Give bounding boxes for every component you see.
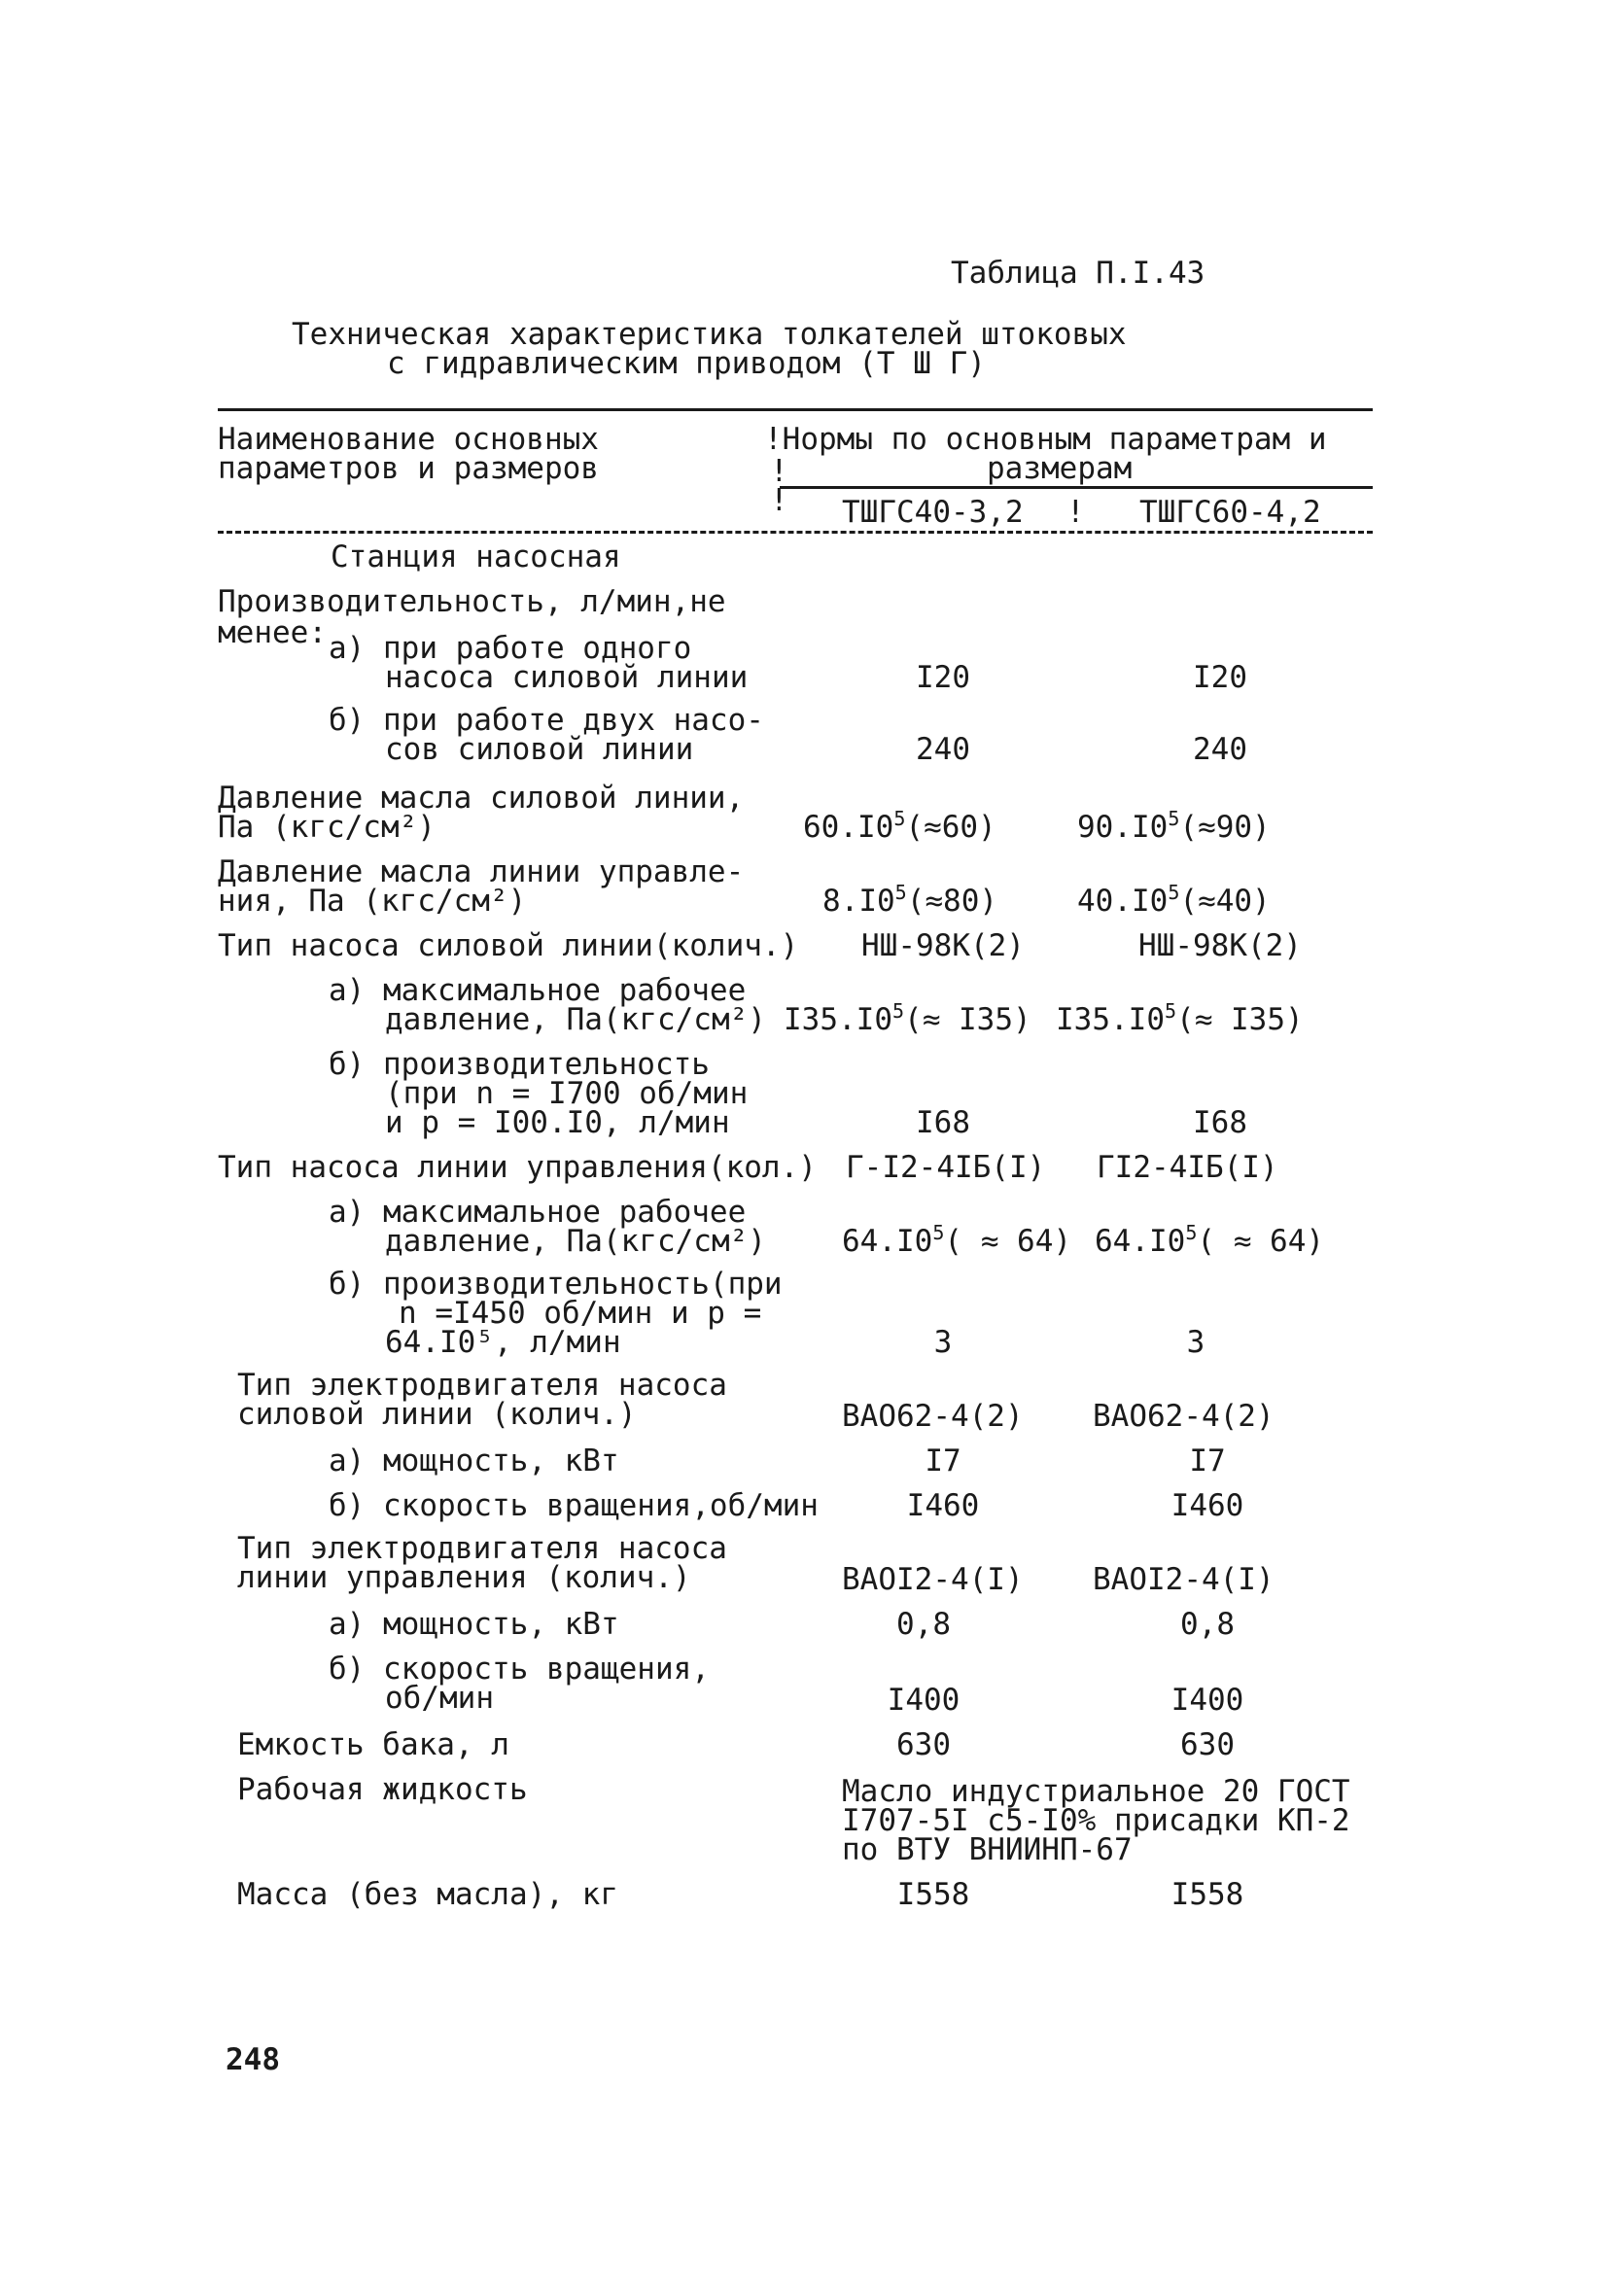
cell-value-col2: ВАОI2-4(I): [1093, 1562, 1275, 1597]
cell-value-col2: 630: [1180, 1727, 1235, 1762]
cell-value-col1: НШ-98К(2): [861, 928, 1025, 963]
row-label: линии управления (колич.): [237, 1560, 691, 1595]
row-label: Давление масла линии управле-: [218, 854, 745, 889]
row-label: Па (кгс/см²): [218, 810, 436, 845]
row-sublabel: давление, Па(кгс/см²): [385, 1224, 766, 1259]
cell-value-col2: $64.I0^5( \approx 64)$: [1095, 1221, 1325, 1259]
header-separator-mark: !: [770, 454, 788, 489]
cell-value-col2: I460: [1170, 1488, 1244, 1523]
cell-value-col1: I558: [896, 1877, 970, 1912]
row-sublabel: сов силовой линии: [385, 732, 694, 767]
row-label: Тип насоса линии управления(кол.): [218, 1150, 817, 1185]
table-top-rule: [218, 408, 1373, 411]
row-sublabel: об/мин: [385, 1681, 494, 1716]
cell-value-col2: НШ-98К(2): [1138, 928, 1302, 963]
row-label: Рабочая жидкость: [237, 1772, 528, 1807]
cell-value-col1: 3: [933, 1325, 953, 1360]
cell-value-col2: I7: [1189, 1444, 1226, 1478]
row-sublabel: 64.I0⁵, л/мин: [385, 1325, 621, 1360]
table-title-line2: с гидравлическим приводом (Т Ш Г): [387, 346, 986, 381]
header-col2: ТШГС60-4,2: [1139, 495, 1321, 530]
cell-value-col2: 3: [1186, 1325, 1205, 1360]
cell-value-col1: 240: [916, 732, 970, 767]
fluid-spec-line3: по ВТУ ВНИИНП-67: [842, 1832, 1133, 1867]
header-dashed-rule: [218, 531, 1373, 534]
cell-value-col2: I558: [1170, 1877, 1244, 1912]
table-number: Таблица П.I.43: [951, 256, 1205, 291]
table-title-line1: Техническая характеристика толкателей штоковых: [292, 317, 1127, 352]
header-subrule: [780, 486, 1373, 489]
header-separator-mark: !: [770, 483, 788, 518]
cell-value-col2: $I35.I0^5(\approx I35)$: [1056, 999, 1304, 1037]
fluid-spec-line2: I707-5I с5-I0% присадки КП-2: [842, 1803, 1350, 1838]
cell-value-col1: 630: [896, 1727, 951, 1762]
cell-value-col2: I400: [1170, 1683, 1244, 1718]
row-label: Тип электродвигателя насоса: [237, 1531, 727, 1566]
row-sublabel: n =I450 об/мин и p =: [399, 1296, 762, 1331]
row-sublabel: (при n = I700 об/мин: [385, 1076, 749, 1111]
row-label: Тип электродвигателя насоса: [237, 1368, 727, 1403]
cell-value-col1: 0,8: [896, 1607, 951, 1642]
header-col1: ТШГС40-3,2: [842, 495, 1024, 530]
header-param-line1: Наименование основных: [218, 422, 599, 457]
cell-value-col1: $8.I0^5(\approx 80)$: [822, 881, 998, 919]
cell-value-col2: ВАО62-4(2): [1093, 1399, 1275, 1434]
cell-value-col2: 0,8: [1180, 1607, 1235, 1642]
row-sublabel: и p = I00.I0, л/мин: [385, 1105, 730, 1140]
row-sublabel: б) производительность: [329, 1047, 710, 1082]
header-col-separator: !: [1066, 495, 1085, 530]
cell-value-col1: I400: [887, 1683, 961, 1718]
row-sublabel: б) скорость вращения,: [329, 1652, 710, 1687]
cell-value-col2: I20: [1193, 660, 1247, 695]
cell-value-col1: I460: [906, 1488, 980, 1523]
cell-value-col1: ВАО62-4(2): [842, 1399, 1024, 1434]
cell-value-col2: $90.I0^5(\approx 90)$: [1077, 807, 1271, 845]
row-label: Масса (без масла), кг: [237, 1877, 618, 1912]
section-title: Станция насосная: [331, 539, 621, 574]
cell-value-col1: $I35.I0^5(\approx I35)$: [784, 999, 1031, 1037]
cell-value-col1: I68: [916, 1105, 970, 1140]
cell-value-col2: I68: [1193, 1105, 1247, 1140]
row-label: Давление масла силовой линии,: [218, 781, 745, 816]
cell-value-col2: 240: [1193, 732, 1247, 767]
row-sublabel: б) при работе двух насо-: [329, 703, 764, 738]
row-sublabel: а) при работе одного: [329, 631, 692, 666]
cell-value-col1: $64.I0^5( \approx 64)$: [842, 1221, 1072, 1259]
row-label: Тип насоса силовой линии(колич.): [218, 928, 799, 963]
header-norms-line1: !Нормы по основным параметрам и: [764, 422, 1327, 457]
header-param-line2: параметров и размеров: [218, 451, 599, 486]
header-norms-line2: размерам: [987, 451, 1133, 486]
cell-value-col2: ГI2-4IБ(I): [1097, 1150, 1278, 1185]
page-number: 248: [226, 2042, 280, 2077]
cell-value-col1: $60.I0^5(\approx 60)$: [803, 807, 996, 845]
row-sublabel: б) производительность(при: [329, 1267, 783, 1302]
row-sublabel: а) мощность, кВт: [329, 1607, 619, 1642]
row-sublabel: а) максимальное рабочее: [329, 1195, 747, 1230]
row-sublabel: давление, Па(кгс/см²): [385, 1002, 766, 1037]
cell-value-col1: Г-I2-4IБ(I): [846, 1150, 1046, 1185]
cell-value-col1: I7: [925, 1444, 961, 1478]
cell-value-col1: I20: [916, 660, 970, 695]
row-label: силовой линии (колич.): [237, 1397, 637, 1432]
row-sublabel: а) мощность, кВт: [329, 1444, 619, 1478]
row-sublabel: б) скорость вращения,об/мин: [329, 1488, 819, 1523]
cell-value-col2: $40.I0^5(\approx 40)$: [1077, 881, 1271, 919]
fluid-spec-line1: Масло индустриальное 20 ГОСТ: [842, 1774, 1350, 1809]
cell-value-col1: ВАОI2-4(I): [842, 1562, 1024, 1597]
row-sublabel: а) максимальное рабочее: [329, 973, 747, 1008]
row-label: Производительность, л/мин,не: [218, 584, 726, 619]
row-label: менее:: [218, 615, 327, 650]
row-sublabel: насоса силовой линии: [385, 660, 749, 695]
row-label: ния, Па (кгс/см²): [218, 884, 527, 919]
row-label: Емкость бака, л: [237, 1727, 509, 1762]
